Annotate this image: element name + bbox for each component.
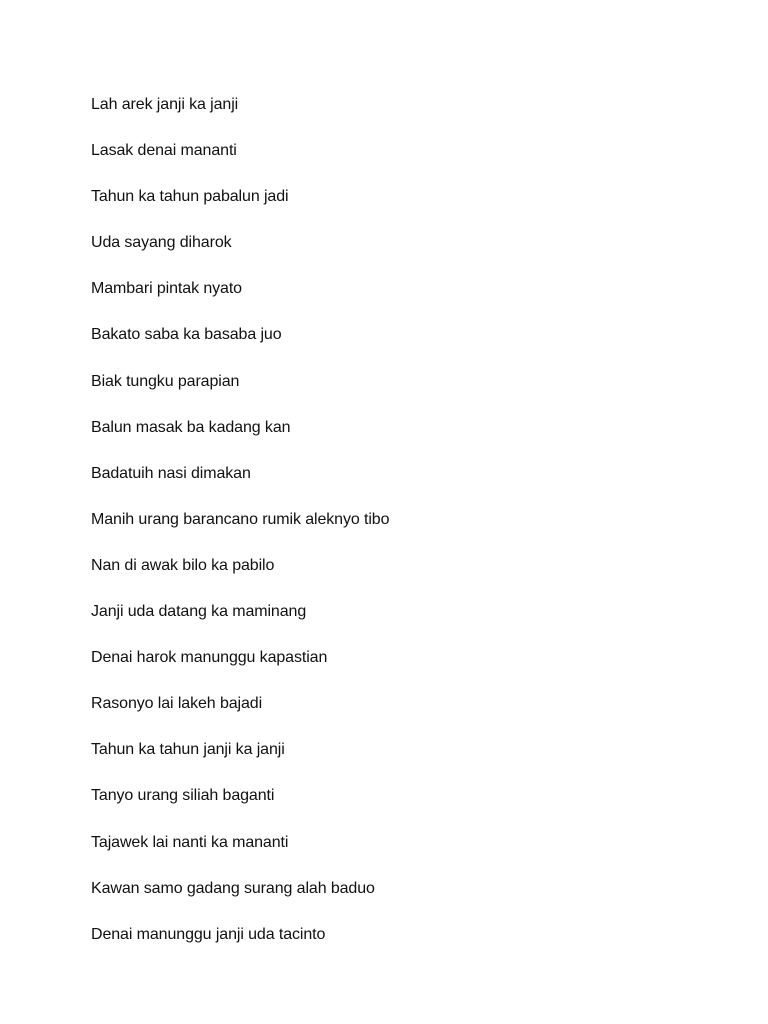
text-line: Balun masak ba kadang kan	[91, 418, 291, 436]
text-line: Rasonyo lai lakeh bajadi	[91, 695, 263, 713]
text-line: Tajawek lai nanti ka mananti	[91, 833, 289, 851]
text-line: Kawan samo gadang surang alah baduo	[91, 879, 375, 897]
text-line: Lah arek janji ka janji	[91, 96, 239, 113]
text-line: Bakato saba ka basaba juo	[91, 326, 282, 344]
text-line: Mambari pintak nyato	[91, 280, 242, 298]
text-line: Tahun ka tahun janji ka janji	[91, 741, 285, 759]
text-line: Tahun ka tahun pabalun jadi	[91, 188, 289, 206]
text-line: Janji uda datang ka maminang	[91, 603, 307, 621]
text-line: Badatuih nasi dimakan	[91, 464, 251, 482]
text-line: Uda sayang diharok	[91, 234, 232, 252]
lyrics-lines	[91, 93, 389, 969]
text-line: Tanyo urang siliah baganti	[91, 787, 275, 805]
text-line: Denai harok manunggu kapastian	[91, 649, 328, 667]
text-line: Manih urang barancano rumik aleknyo tibo	[91, 510, 390, 528]
text-line: Nan di awak bilo ka pabilo	[91, 556, 275, 574]
text-line: Lasak denai mananti	[91, 142, 237, 160]
text-line: Biak tungku parapian	[91, 372, 240, 390]
text-line: Denai manunggu janji uda tacinto	[91, 925, 326, 943]
